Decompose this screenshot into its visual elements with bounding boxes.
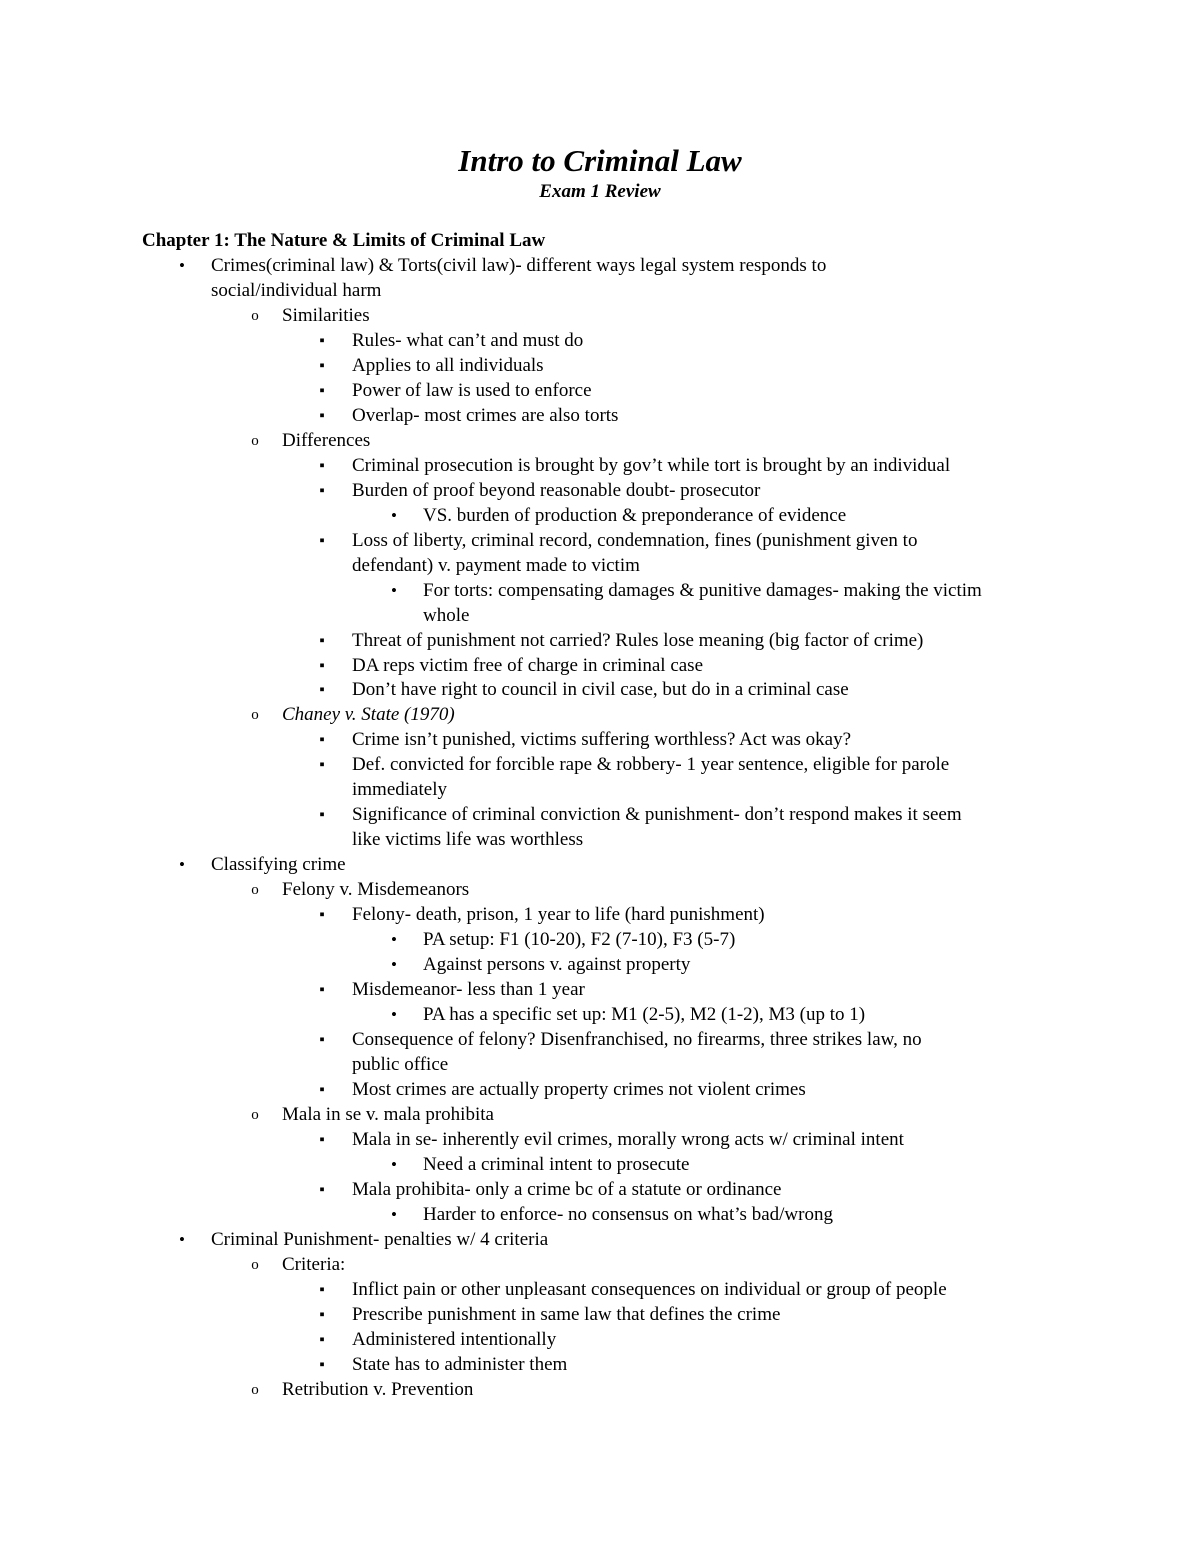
outline-item-level-1: social/individual harm bbox=[211, 279, 382, 301]
outline-item-level-1: Classifying crime bbox=[211, 854, 346, 876]
bullet-marker-level-1: • bbox=[179, 855, 185, 875]
outline-item-level-3: Applies to all individuals bbox=[352, 354, 544, 376]
outline-item-level-4: Against persons v. against property bbox=[423, 954, 691, 976]
outline-item-level-3: Loss of liberty, criminal record, condemnation, fines (punishment given to bbox=[352, 529, 918, 551]
outline-item-level-3: Prescribe punishment in same law that defines the crime bbox=[352, 1303, 781, 1325]
outline-item-level-4: whole bbox=[423, 604, 470, 626]
outline-item-level-3: Consequence of felony? Disenfranchised, no firearms, three strikes law, no bbox=[352, 1029, 922, 1051]
bullet-marker-level-3: ▪ bbox=[319, 1131, 325, 1148]
bullet-marker-level-4: • bbox=[391, 930, 397, 950]
outline-item-level-2: Retribution v. Prevention bbox=[282, 1378, 474, 1400]
outline-item-level-4: Harder to enforce- no consensus on what’s bad/wrong bbox=[423, 1203, 833, 1225]
bullet-marker-level-3: ▪ bbox=[319, 482, 325, 499]
bullet-marker-level-3: ▪ bbox=[319, 407, 325, 424]
document-title: Intro to Criminal Law bbox=[458, 143, 742, 178]
bullet-marker-level-4: • bbox=[391, 1154, 397, 1174]
outline-item-level-3: Felony- death, prison, 1 year to life (hard punishment) bbox=[352, 904, 765, 926]
document-subtitle: Exam 1 Review bbox=[539, 181, 661, 202]
outline-item-level-3: Def. convicted for forcible rape & robbery- 1 year sentence, eligible for parole bbox=[352, 754, 950, 776]
bullet-marker-level-3: ▪ bbox=[319, 1082, 325, 1098]
outline-item-level-3: Crime isn’t punished, victims suffering worthless? Act was okay? bbox=[352, 729, 852, 751]
outline-item-level-3: State has to administer them bbox=[352, 1353, 568, 1375]
bullet-marker-level-2: o bbox=[251, 707, 259, 724]
bullet-marker-level-3: ▪ bbox=[319, 807, 325, 824]
bullet-marker-level-3: ▪ bbox=[319, 657, 325, 674]
chapter-heading: Chapter 1: The Nature & Limits of Criminal Law bbox=[142, 230, 546, 251]
outline-item-level-3: Mala prohibita- only a crime bc of a statute or ordinance bbox=[352, 1178, 782, 1200]
bullet-marker-level-2: o bbox=[251, 1256, 259, 1273]
outline-item-level-2: Similarities bbox=[282, 304, 370, 326]
outline-item-level-3: DA reps victim free of charge in criminal case bbox=[352, 654, 704, 676]
outline-item-level-1: Criminal Punishment- penalties w/ 4 criteria bbox=[211, 1228, 549, 1250]
bullet-marker-level-3: ▪ bbox=[319, 1356, 325, 1373]
bullet-marker-level-3: ▪ bbox=[319, 682, 325, 699]
bullet-marker-level-4: • bbox=[391, 955, 397, 975]
outline-item-level-4: Need a criminal intent to prosecute bbox=[423, 1153, 690, 1175]
bullet-marker-level-3: ▪ bbox=[319, 382, 325, 399]
bullet-marker-level-4: • bbox=[391, 580, 397, 600]
bullet-marker-level-3: ▪ bbox=[319, 1181, 325, 1198]
outline-item-level-3: Mala in se- inherently evil crimes, morally wrong acts w/ criminal intent bbox=[352, 1128, 904, 1150]
bullet-marker-level-3: ▪ bbox=[319, 532, 325, 549]
bullet-marker-level-2: o bbox=[251, 1106, 259, 1123]
outline-item-level-3: Misdemeanor- less than 1 year bbox=[352, 979, 585, 1001]
outline-item-level-4: PA setup: F1 (10-20), F2 (7-10), F3 (5-7) bbox=[423, 929, 736, 951]
outline-item-level-2: Felony v. Misdemeanors bbox=[282, 879, 470, 901]
bullet-marker-level-2: o bbox=[251, 307, 259, 324]
outline-item-level-2: Chaney v. State (1970) bbox=[282, 704, 455, 726]
outline-item-level-3: Significance of criminal conviction & punishment- don’t respond makes it seem bbox=[352, 804, 962, 826]
outline-item-level-3: like victims life was worthless bbox=[352, 829, 584, 851]
outline-item-level-1: Crimes(criminal law) & Torts(civil law)- different ways legal system responds to bbox=[211, 255, 827, 276]
bullet-marker-level-3: ▪ bbox=[319, 982, 325, 999]
bullet-marker-level-3: ▪ bbox=[319, 357, 325, 374]
bullet-marker-level-2: o bbox=[251, 432, 259, 449]
bullet-marker-level-4: • bbox=[391, 1204, 397, 1224]
bullet-marker-level-3: ▪ bbox=[319, 1331, 325, 1348]
bullet-marker-level-3: ▪ bbox=[319, 457, 325, 474]
outline-item-level-2: Differences bbox=[282, 429, 371, 451]
outline-item-level-4: For torts: compensating damages & punitive damages- making the victim bbox=[423, 579, 982, 601]
outline-item-level-3: defendant) v. payment made to victim bbox=[352, 554, 640, 576]
bullet-marker-level-3: ▪ bbox=[319, 907, 325, 924]
bullet-marker-level-1: • bbox=[179, 256, 185, 275]
outline-item-level-3: Overlap- most crimes are also torts bbox=[352, 404, 619, 426]
bullet-marker-level-4: • bbox=[391, 505, 397, 525]
outline-item-level-2: Mala in se v. mala prohibita bbox=[282, 1103, 494, 1125]
outline-item-level-3: Criminal prosecution is brought by gov’t while tort is brought by an individual bbox=[352, 454, 951, 476]
outline-item-level-3: immediately bbox=[352, 779, 447, 801]
outline-item-level-3: Most crimes are actually property crimes not violent crimes bbox=[352, 1079, 806, 1100]
bullet-marker-level-3: ▪ bbox=[319, 732, 325, 749]
bullet-marker-level-3: ▪ bbox=[319, 1032, 325, 1049]
outline-item-level-3: Inflict pain or other unpleasant consequences on individual or group of people bbox=[352, 1278, 947, 1300]
bullet-marker-level-4: • bbox=[391, 1005, 397, 1025]
outline-item-level-3: public office bbox=[352, 1054, 449, 1076]
bullet-marker-level-3: ▪ bbox=[319, 757, 325, 774]
outline-item-level-2: Criteria: bbox=[282, 1253, 346, 1275]
outline-item-level-3: Administered intentionally bbox=[352, 1328, 557, 1350]
bullet-marker-level-3: ▪ bbox=[319, 632, 325, 649]
outline-item-level-3: Power of law is used to enforce bbox=[352, 379, 592, 401]
outline-item-level-4: VS. burden of production & preponderance of evidence bbox=[423, 504, 847, 526]
outline-item-level-3: Rules- what can’t and must do bbox=[352, 329, 584, 351]
outline-item-level-4: PA has a specific set up: M1 (2-5), M2 (1-2), M3 (up to 1) bbox=[423, 1004, 866, 1026]
outline-item-level-3: Burden of proof beyond reasonable doubt- prosecutor bbox=[352, 479, 761, 501]
outline-item-level-3: Threat of punishment not carried? Rules lose meaning (big factor of crime) bbox=[352, 629, 924, 651]
bullet-marker-level-3: ▪ bbox=[319, 1281, 325, 1298]
outline-item-level-3: Don’t have right to council in civil case, but do in a criminal case bbox=[352, 679, 849, 701]
bullet-marker-level-1: • bbox=[179, 1229, 185, 1249]
bullet-marker-level-2: o bbox=[251, 882, 259, 899]
bullet-marker-level-3: ▪ bbox=[319, 332, 325, 349]
bullet-marker-level-2: o bbox=[251, 1381, 259, 1398]
bullet-marker-level-3: ▪ bbox=[319, 1306, 325, 1323]
